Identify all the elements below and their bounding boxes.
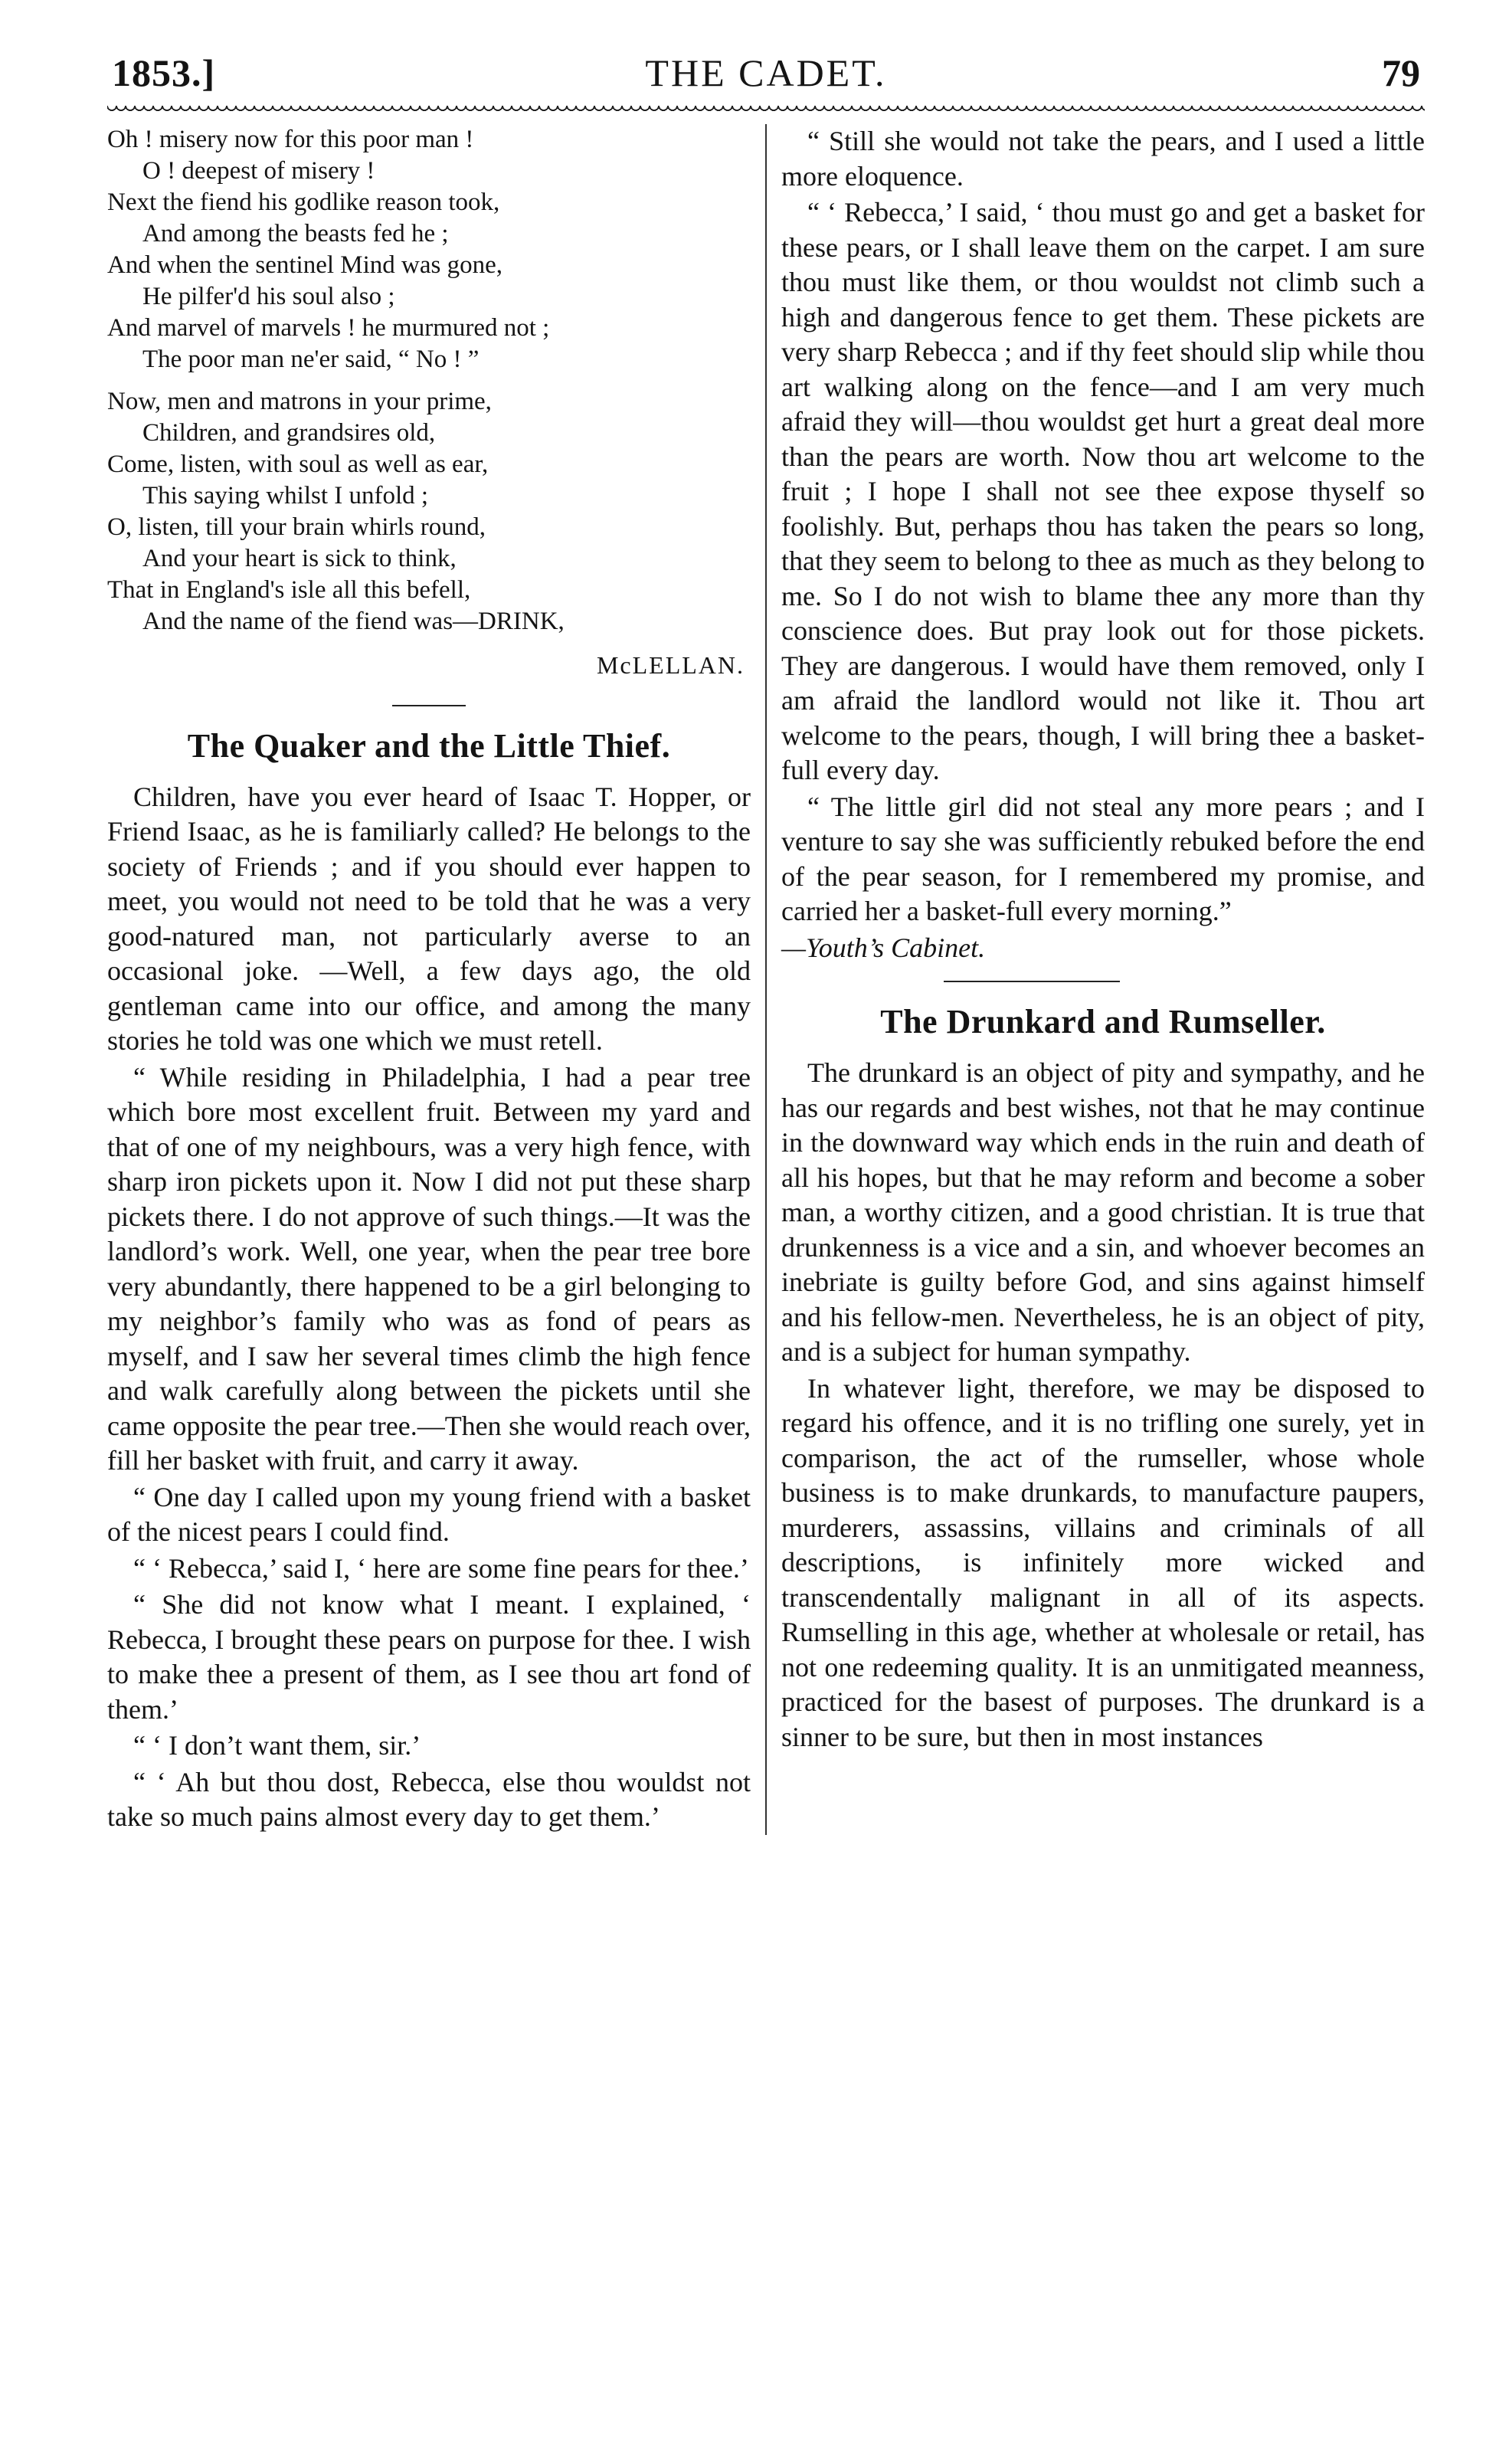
poem-line: Children, and grandsires old, xyxy=(142,419,436,447)
right-column xyxy=(781,124,1425,1835)
paragraph: “ ‘ I don’t want them, sir.’ xyxy=(133,1730,421,1761)
left-column xyxy=(107,124,751,1835)
paragraph: The drunkard is an object of pity and sympathy, and he has our regards and best wishes, not that he may continue in the downward way which ends in the ruin and death of all his hopes, but that he may reform and become a sober man, a worthy citizen, and a good christian. It is true that drunkenness is a vice and a sin, and whoever becomes an inebriate is guilty before God, and sins against himself and his fellow-men. Nevertheless, he is an object of pity, and is a subject for human sympathy. xyxy=(781,1057,1425,1367)
poem-line: He pilfer'd his soul also ; xyxy=(142,283,395,310)
poem-stanza-2 xyxy=(107,386,751,637)
page-columns xyxy=(107,124,1425,1835)
header-page-number: 79 xyxy=(1382,51,1420,94)
poem-attribution: McLELLAN. xyxy=(596,651,745,679)
poem-line: Next the fiend his godlike reason took, xyxy=(107,188,500,216)
paragraph: “ Still she would not take the pears, and I used a little more eloquence. xyxy=(781,126,1425,192)
poem-line: And marvel of marvels ! he murmured not ; xyxy=(107,314,550,342)
header-year: 1853.] xyxy=(112,51,216,94)
paragraph: “ ‘ Rebecca,’ said I, ‘ here are some fine pears for thee.’ xyxy=(133,1552,749,1584)
poem-stanza-1 xyxy=(107,124,751,375)
paragraph: Children, have you ever heard of Isaac T. Hopper, or Friend Isaac, as he is familiarly called? He belongs to the society of Friends ; and if you should ever happen to meet, you would not need to be told that he was a very good-natured man, not particularly averse to an occasional joke. —Well, a few days ago, the old gentleman came into our office, and among the many stories he told was one which we must retell. xyxy=(107,781,751,1056)
poem-line: Come, listen, with soul as well as ear, xyxy=(107,451,489,478)
paragraph: In whatever light, therefore, we may be disposed to regard his offence, and it is no trifling one surely, yet in comparison, the act of the rumseller, whose whole business is to make drunkards, to manufacture paupers, murderers, assassins, villains and criminals of all descriptions, is infinitely more wicked and transcendentally malignant in all of its aspects. Rumselling in this age, whether at wholesale or retail, has not one redeeming quality. It is an unmitigated meanness, practiced for the basest of purposes. The drunkard is a sinner to be sure, but then in most instances xyxy=(781,1372,1425,1752)
article-citation: —Youth’s Cabinet. xyxy=(781,932,986,963)
poem-line: This saying whilst I unfold ; xyxy=(142,482,429,510)
paragraph: “ She did not know what I meant. I explained, ‘ Rebecca, I brought these pears on purpose for thee. I wish to make thee a present of them, as I see thou art fond of them.’ xyxy=(107,1589,751,1725)
poem-line: That in England's isle all this befell, xyxy=(107,576,471,604)
poem-line: The poor man ne'er said, “ No ! ” xyxy=(142,346,480,373)
poem-line: And when the sentinel Mind was gone, xyxy=(107,251,502,279)
poem-line: And your heart is sick to think, xyxy=(142,545,457,572)
article-title-drunkard: The Drunkard and Rumseller. xyxy=(880,1003,1326,1040)
column-divider xyxy=(765,124,767,1835)
poem-line: O ! deepest of misery ! xyxy=(142,157,375,185)
paragraph: “ ‘ Rebecca,’ I said, ‘ thou must go and get a basket for these pears, or I shall leave them on the carpet. I am sure thou must like them, or thou wouldst not climb such a high and dangerous fence to get them. These pickets are very sharp Rebecca ; and if thy feet should slip while thou art walking along on the fence—and I am very much afraid they will—thou wouldst get hurt a great deal more than the pears are worth. Now thou art welcome to the fruit ; I hope I shall not see thee expose thyself so foolishly. But, perhaps thou has taken the pears so long, that they seem to belong to thee as much as they belong to me. So I do not wish to blame thee any more than thy conscience does. But pray look out for those pickets. They are dangerous. I would have them removed, only I am afraid the landlord would not like it. Thou art welcome to the pears, though, I will bring thee a basket-full every day. xyxy=(781,197,1425,785)
poem-line: O, listen, till your brain whirls round, xyxy=(107,513,486,541)
article-body-quaker xyxy=(107,780,751,1835)
article-title-quaker: The Quaker and the Little Thief. xyxy=(187,726,671,765)
section-rule xyxy=(944,981,1120,982)
poem-line: Oh ! misery now for this poor man ! xyxy=(107,126,474,153)
poem-line: Now, men and matrons in your prime, xyxy=(107,388,492,415)
paragraph: “ One day I called upon my young friend with a basket of the nicest pears I could find. xyxy=(107,1481,751,1547)
paragraph: “ ‘ Ah but thou dost, Rebecca, else thou wouldst not take so much pains almost every day to get them.’ xyxy=(107,1766,751,1832)
poem-line: And the name of the fiend was—DRINK, xyxy=(142,608,565,635)
poem-line: And among the beasts fed he ; xyxy=(142,220,449,247)
paragraph: “ The little girl did not steal any more pears ; and I venture to say she was sufficiently rebuked before the end of the pear season, for I remembered my promise, and carried her a basket-full every morning.” xyxy=(781,791,1425,926)
section-rule xyxy=(392,705,466,706)
page-header xyxy=(107,44,1425,106)
paragraph: “ While residing in Philadelphia, I had a pear tree which bore most excellent fruit. Between my yard and that of one of my neighbours, was a very high fence, with sharp iron pickets upon it. Now I did not put these sharp pickets there. I do not approve of such things.—It was the landlord’s work. Well, one year, when the pear tree bore very abundantly, there happened to be a girl belonging to my neighbor’s family who was as fond of pears as myself, and I saw her several times climb the high fence and walk carefully along between the pickets until she came opposite the pear tree.—Then she would reach over, fill her basket with fruit, and carry it away. xyxy=(107,1061,751,1476)
header-wavy-rule xyxy=(107,106,1425,116)
header-title: THE CADET. xyxy=(645,51,887,94)
